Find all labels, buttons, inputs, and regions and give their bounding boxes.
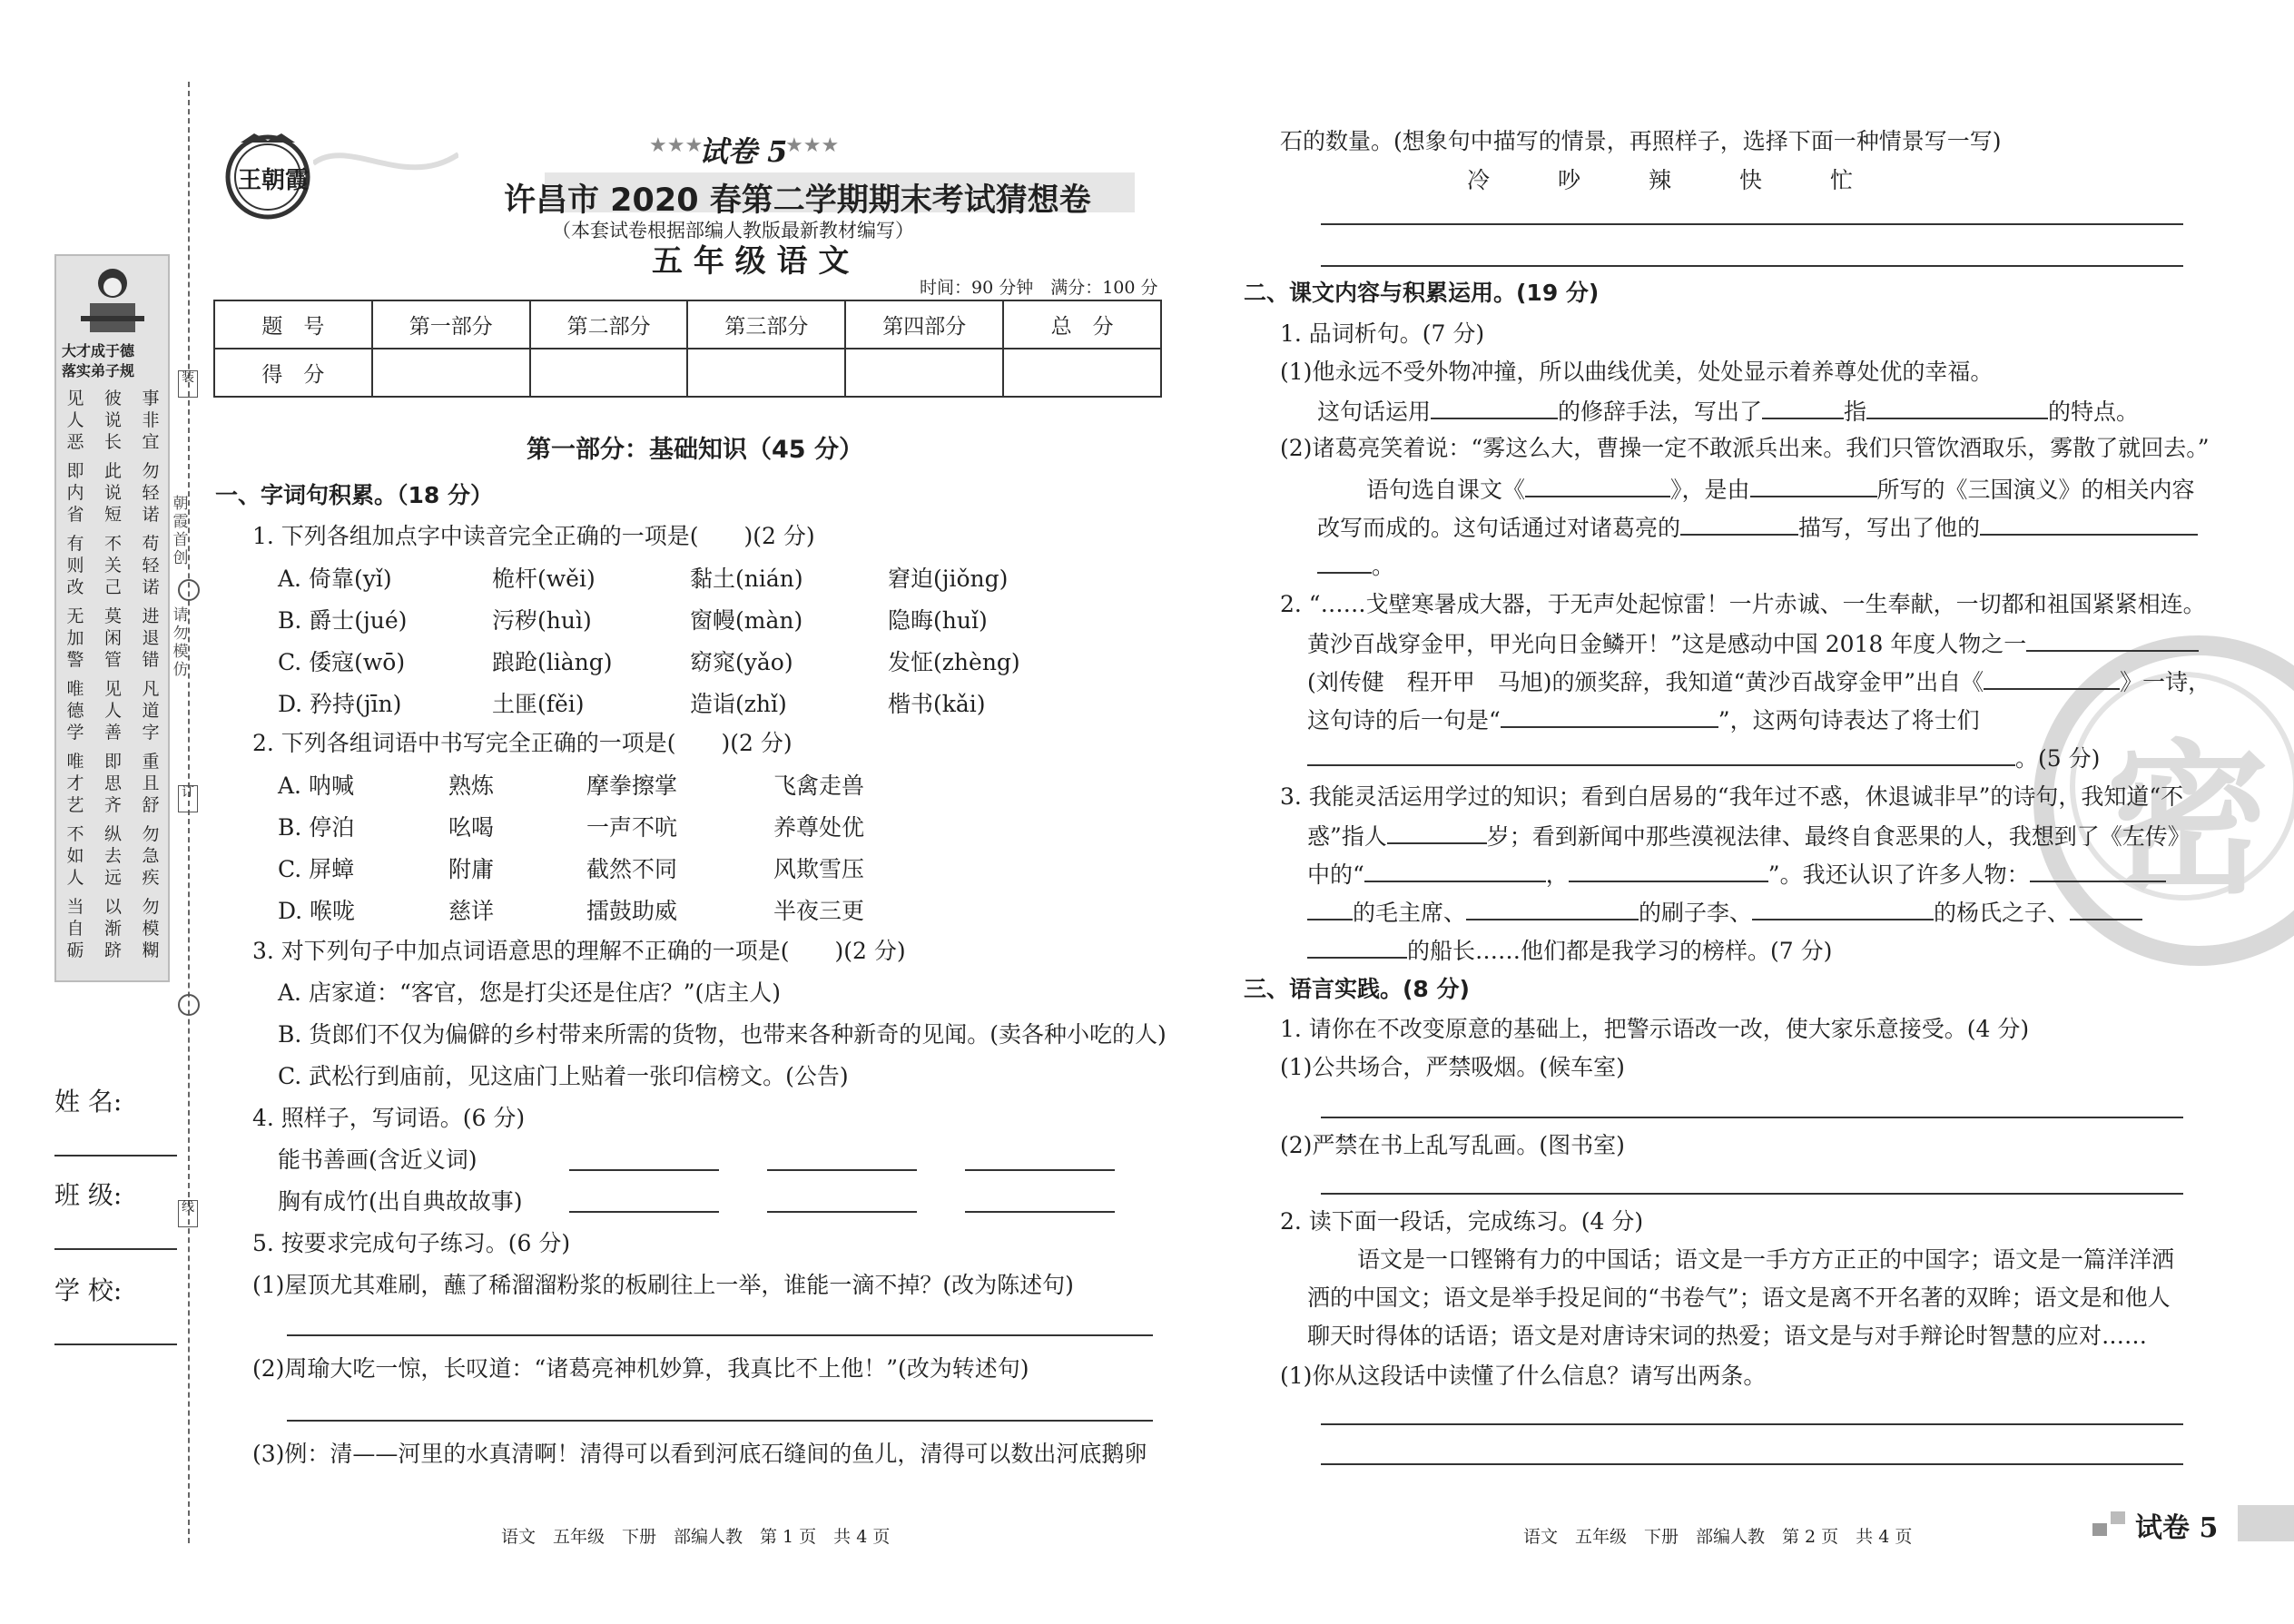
fill-blank-line (1307, 935, 1832, 966)
answer-blank[interactable] (1750, 474, 1877, 497)
sub-question: (1)公共场合，严禁吸烟。(候车室) (1280, 1054, 1625, 1080)
table-header-cell: 总 分 (1003, 300, 1161, 349)
question-4: 4. 照样子，写词语。(6 分) (252, 1105, 526, 1131)
answer-blank[interactable] (1431, 396, 1558, 419)
score-cell[interactable] (1003, 349, 1161, 397)
exam-subtitle: （本套试卷根据部编人教版最新教材编写） (552, 220, 914, 241)
answer-blank[interactable] (1364, 859, 1546, 882)
fill-text: ”。我还认识了许多人物： (1767, 861, 2030, 888)
option-text: 半夜三更 (773, 898, 865, 924)
question-r1: 1. 品词析句。(7 分) (1280, 320, 1485, 347)
option-text: 污秽(huì) (492, 607, 592, 634)
answer-blank[interactable] (569, 1211, 719, 1213)
fill-text: 的毛主席、 (1353, 900, 1467, 926)
side-tag-2: 请勿模仿 (172, 606, 189, 679)
option-text: C. 屏蟑 (278, 856, 355, 882)
section-1-title: 一、字词句积累。（18 分） (215, 482, 493, 508)
option-text: D. 矜持(jīn) (278, 691, 402, 717)
fill-text: 所写的《三国演义》的相关内容 (1876, 477, 2195, 503)
option-text: 窈窕(yǎo) (690, 649, 793, 675)
fill-text: 语句选自课文《 (1366, 477, 1526, 503)
motto-text: 唯德学 (66, 679, 84, 743)
answer-blank[interactable] (1984, 666, 2120, 690)
option-text: 风欺雪压 (773, 856, 865, 882)
option-text: 土匪(fěi) (492, 691, 585, 717)
option-text: 黏土(nián) (690, 566, 803, 592)
word-prompt: 能书善画(含近义词) (278, 1147, 478, 1173)
motto-text: 即内省 (66, 461, 84, 525)
motto-text: 勿急疾 (142, 824, 160, 888)
motto-text: 彼说长 (103, 389, 122, 452)
answer-blank[interactable] (1980, 512, 2198, 536)
fill-text: ”，这两句诗表达了将士们 (1718, 707, 1980, 733)
footer-right: 语文 五年级 下册 部编人教 第 2 页 共 4 页 (1523, 1527, 1913, 1547)
fill-text: 》一诗， (2120, 669, 2211, 695)
answer-line[interactable] (1321, 1463, 2183, 1465)
option-text: 截然不同 (586, 856, 678, 882)
option-text: D. 喉咙 (278, 898, 356, 924)
option-text: 楷书(kǎi) (888, 691, 986, 717)
fill-text: 的特点。 (2048, 399, 2140, 425)
part1-title: 第一部分：基础知识（45 分） (527, 436, 863, 464)
sub-question: (3)例：清——河里的水真清啊！清得可以看到河底石缝间的鱼儿，清得可以数出河底鹅卵 (252, 1441, 1147, 1467)
time-score: 时间：90 分钟 满分：100 分 (920, 278, 1158, 298)
binding-line (188, 82, 190, 1543)
word-prompt: 胸有成竹(出自典故故事) (278, 1188, 523, 1215)
motto-text: 不如人 (66, 824, 84, 888)
paper-number: 试卷 5 (699, 134, 788, 169)
sub-question: (1)你从这段话中读懂了什么信息？请写出两条。 (1280, 1363, 1767, 1389)
sub-question: (2)严禁在书上乱写乱画。(图书室) (1280, 1132, 1625, 1158)
watermark-char: 密 (2106, 724, 2270, 916)
fill-text: 黄沙百战穿金甲，甲光向日金鳞开！”这是感动中国 2018 年度人物之一 (1307, 631, 2027, 657)
motto-columns (65, 388, 161, 969)
motto-text: 有则改 (66, 534, 84, 597)
option-text: 摩拳擦掌 (586, 773, 678, 799)
fill-text: 中的“ (1307, 861, 1364, 888)
answer-blank[interactable] (569, 1169, 719, 1171)
fill-blank-line (1307, 897, 2142, 928)
answer-blank[interactable] (767, 1169, 917, 1171)
sub-question: (2)周瑜大吃一惊，长叹道：“诸葛亮神机妙算，我真比不上他！”(改为转述句) (252, 1355, 1029, 1382)
table-header-cell: 第二部分 (530, 300, 688, 349)
binding-ring-icon (178, 579, 200, 601)
option-text: 发怔(zhèng) (888, 649, 1020, 675)
fill-text: 。(5 分) (2015, 745, 2101, 772)
fill-text: 。 (1372, 553, 1395, 579)
fill-blank-line (1317, 512, 2198, 543)
answer-line[interactable] (287, 1420, 1153, 1422)
scenario-choices: 冷 吵 辣 快 忙 (1467, 167, 1854, 193)
table-header-cell: 第三部分 (687, 300, 845, 349)
motto-text: 勿轻诺 (142, 461, 160, 525)
answer-blank[interactable] (1525, 474, 1670, 497)
motto-text: 凡道字 (142, 679, 160, 743)
question-1: 1. 下列各组加点字中读音完全正确的一项是( )(2 分) (252, 523, 815, 549)
school-field[interactable] (54, 1343, 177, 1345)
option-text: 踉跄(liàng) (492, 649, 613, 675)
answer-blank[interactable] (965, 1169, 1115, 1171)
answer-blank[interactable] (1307, 897, 1353, 920)
option-text: 吆喝 (448, 814, 495, 841)
motto-text: 纵去远 (103, 824, 122, 888)
option-text: A. 呐喊 (278, 773, 354, 799)
fill-blank-line (1307, 821, 2191, 851)
fill-text: 这句诗的后一句是“ (1307, 707, 1501, 733)
option-text: 一声不吭 (586, 814, 678, 841)
option-text: B. 货郎们不仅为偏僻的乡村带来所需的货物，也带来各种新奇的见闻。(卖各种小吃的人) (278, 1021, 1167, 1048)
motto-text: 当自砺 (66, 897, 84, 960)
sub-question: (1)他永远不受外物冲撞，所以曲线优美，处处显示着养尊处优的幸福。 (1280, 359, 1994, 385)
side-tag-1: 朝霞首创 (172, 495, 189, 567)
fill-text: (刘传健 程开甲 马旭)的颁奖辞，我知道“黄沙百战穿金甲”出自《 (1307, 669, 1984, 695)
option-text: 养尊处优 (773, 814, 865, 841)
answer-blank[interactable] (1569, 859, 1768, 882)
option-text: 隐晦(huǐ) (888, 607, 988, 634)
brand-logo-text: 王朝霞 (238, 167, 310, 194)
fill-blank-line (1307, 628, 2199, 659)
section-3-title: 三、语言实践。(8 分) (1244, 976, 1470, 1002)
exam-title: 许昌市 2020 春第二学期期末考试猜想卷 (504, 182, 1091, 219)
fill-blank-line (1317, 396, 2139, 427)
passage-line: 洒的中国文；语文是举手投足间的“书卷气”；语文是离不开名著的双眸；语文是和他人 (1307, 1284, 2171, 1311)
answer-blank[interactable] (1466, 897, 1639, 920)
answer-blank[interactable] (1307, 743, 2015, 766)
fill-text: 这句话运用 (1317, 399, 1432, 425)
motto-text: 重且舒 (142, 752, 160, 815)
motto-text: 莫闲管 (103, 606, 122, 670)
score-cell[interactable] (845, 349, 1003, 397)
option-text: 熟炼 (448, 773, 495, 799)
question-s2: 2. 读下面一段话，完成练习。(4 分) (1280, 1208, 1644, 1235)
motto-text: 见人恶 (66, 389, 84, 452)
corner-tab (2238, 1505, 2294, 1541)
option-text: 造诣(zhǐ) (690, 691, 787, 717)
motto-text: 进退错 (142, 606, 160, 670)
option-text: 慈详 (448, 898, 495, 924)
motto-text: 此说短 (103, 461, 122, 525)
answer-blank[interactable] (1501, 704, 1718, 728)
option-text: 擂鼓助威 (586, 898, 678, 924)
score-cell[interactable] (372, 349, 530, 397)
score-table (213, 300, 1162, 398)
option-text: 附庸 (448, 856, 495, 882)
name-field[interactable] (54, 1155, 177, 1156)
grade-subject: 五 年 级 语 文 (652, 243, 850, 280)
question-2: 2. 下列各组词语中书写完全正确的一项是( )(2 分) (252, 730, 793, 756)
fill-text: 改写而成的。这句话通过对诸葛亮的 (1317, 515, 1681, 541)
school-label: 学 校: (54, 1275, 123, 1305)
fill-blank-line (1307, 859, 2166, 890)
answer-blank[interactable] (1387, 821, 1487, 844)
sub-question: (2)诸葛亮笑着说：“雾这么大，曹操一定不敢派兵出来。我们只管饮酒取乐，雾散了就回去。” (1280, 435, 2210, 461)
option-text: A. 倚靠(yǐ) (278, 566, 392, 592)
fill-blank-line (1307, 704, 1980, 735)
option-text: 飞禽走兽 (773, 773, 865, 799)
stars-left-icon: ★★★ (649, 134, 704, 157)
fill-text: 惑”指人 (1307, 823, 1387, 850)
fill-blank-line (1317, 550, 1394, 581)
answer-line[interactable] (1321, 265, 2183, 267)
motto-text: 以渐跻 (103, 897, 122, 960)
answer-blank[interactable] (1307, 935, 1407, 959)
passage-line: 聊天时得体的话语；语文是对唐诗宋词的热爱；语文是与对手辩论时智慧的应对…… (1307, 1323, 2148, 1349)
binding-mark: 线 (178, 1200, 198, 1227)
motto-panel (54, 254, 170, 982)
fill-text: 的刷子李、 (1639, 900, 1753, 926)
table-header-cell: 题 号 (214, 300, 372, 349)
corner-square-icon (2092, 1523, 2107, 1536)
footer-paper-tag: 试卷 5 (2135, 1512, 2219, 1544)
motto-text: 不关己 (103, 534, 122, 597)
answer-blank[interactable] (1680, 512, 1798, 536)
answer-line[interactable] (1321, 223, 2183, 225)
fill-text: 的船长……他们都是我学习的榜样。(7 分) (1407, 938, 1833, 964)
motto-bottom: 落实弟子规 (62, 362, 135, 379)
question-5: 5. 按要求完成句子练习。(6 分) (252, 1230, 571, 1256)
answer-blank[interactable] (1762, 396, 1844, 419)
corner-square-icon (2111, 1511, 2125, 1524)
answer-blank[interactable] (1866, 396, 2048, 419)
fill-text: ， (1545, 861, 1569, 888)
fill-text: 》，是由 (1670, 477, 1750, 503)
stars-right-icon: ★★★ (785, 134, 840, 157)
section-2-title: 二、课文内容与积累运用。(19 分) (1244, 280, 1600, 306)
answer-blank[interactable] (2030, 859, 2166, 882)
fill-text: 的杨氏之子、 (1934, 900, 2071, 926)
motto-text: 事非宜 (142, 389, 160, 452)
motto-text: 苟轻诺 (142, 534, 160, 597)
answer-blank[interactable] (1317, 550, 1372, 574)
question-3: 3. 对下列句子中加点词语意思的理解不正确的一项是( )(2 分) (252, 938, 906, 964)
name-label: 姓 名: (54, 1087, 123, 1117)
motto-text: 即思齐 (103, 752, 122, 815)
answer-blank[interactable] (1752, 897, 1934, 920)
table-row-label: 得 分 (214, 349, 372, 397)
ribbon-decoration-icon (313, 136, 458, 191)
fill-blank-line (1366, 474, 2195, 505)
answer-blank[interactable] (767, 1211, 917, 1213)
option-text: B. 停泊 (278, 814, 355, 841)
question-r3: 3. 我能灵活运用学过的知识；看到白居易的“我年过不惑，休退诚非早”的诗句，我知道“不 (1280, 783, 2184, 810)
answer-line[interactable] (1321, 1117, 2183, 1118)
fill-text: 的修辞手法，写出了 (1558, 399, 1763, 425)
footer-left: 语文 五年级 下册 部编人教 第 1 页 共 4 页 (501, 1527, 891, 1547)
answer-line[interactable] (1321, 1423, 2183, 1425)
class-label: 班 级: (54, 1180, 123, 1210)
continued-text: 石的数量。(想象句中描写的情景，再照样子，选择下面一种情景写一写) (1280, 128, 2002, 154)
fill-text: 描写，写出了他的 (1798, 515, 1981, 541)
question-r2: 2. “……戈壁寒暑成大器，于无声处起惊雷！一片赤诚、一生奉献，一切都和祖国紧紧相连。 (1280, 591, 2206, 617)
option-text: 窘迫(jiǒng) (888, 566, 1009, 592)
motto-top: 大才成于德 (62, 342, 135, 359)
fill-text: 指 (1844, 399, 1867, 425)
table-header-cell: 第四部分 (845, 300, 1003, 349)
scholar-figure-icon (76, 263, 149, 336)
question-s1: 1. 请你在不改变原意的基础上，把警示语改一改，使大家乐意接受。(4 分) (1280, 1016, 2030, 1042)
class-field[interactable] (54, 1248, 177, 1250)
passage-line: 语文是一口铿锵有力的中国话；语文是一手方方正正的中国字；语文是一篇洋洋洒 (1357, 1246, 2175, 1273)
option-text: C. 武松行到庙前，见这庙门上贴着一张印信榜文。(公告) (278, 1063, 849, 1089)
motto-text: 见人善 (103, 679, 122, 743)
option-text: B. 爵士(jué) (278, 607, 408, 634)
answer-blank[interactable] (965, 1211, 1115, 1213)
fill-blank-line (1307, 666, 2210, 697)
binding-ring-icon (178, 994, 200, 1016)
fill-text: 岁；看到新闻中那些漠视法律、最终自食恶果的人，我想到了《左传》 (1486, 823, 2191, 850)
option-text: A. 店家道：“客官，您是打尖还是住店？”(店主人) (278, 979, 782, 1006)
binding-mark: 订 (178, 785, 198, 812)
motto-text: 勿模糊 (142, 897, 160, 960)
option-text: 桅杆(wěi) (492, 566, 596, 592)
answer-blank[interactable] (2026, 628, 2199, 652)
motto-text: 无加警 (66, 606, 84, 670)
answer-blank[interactable] (2070, 897, 2142, 920)
score-cell[interactable] (530, 349, 688, 397)
binding-mark: 装 (178, 370, 198, 398)
fill-blank-line (1307, 743, 2100, 773)
sub-question: (1)屋顶尤其难刷，蘸了稀溜溜粉浆的板刷往上一举，谁能一滴不掉？(改为陈述句) (252, 1272, 1074, 1298)
table-header-cell: 第一部分 (372, 300, 530, 349)
answer-line[interactable] (287, 1334, 1153, 1336)
option-text: 窗幔(màn) (690, 607, 803, 634)
score-cell[interactable] (687, 349, 845, 397)
option-text: C. 倭寇(wō) (278, 649, 406, 675)
answer-line[interactable] (1321, 1193, 2183, 1195)
motto-text: 唯才艺 (66, 752, 84, 815)
